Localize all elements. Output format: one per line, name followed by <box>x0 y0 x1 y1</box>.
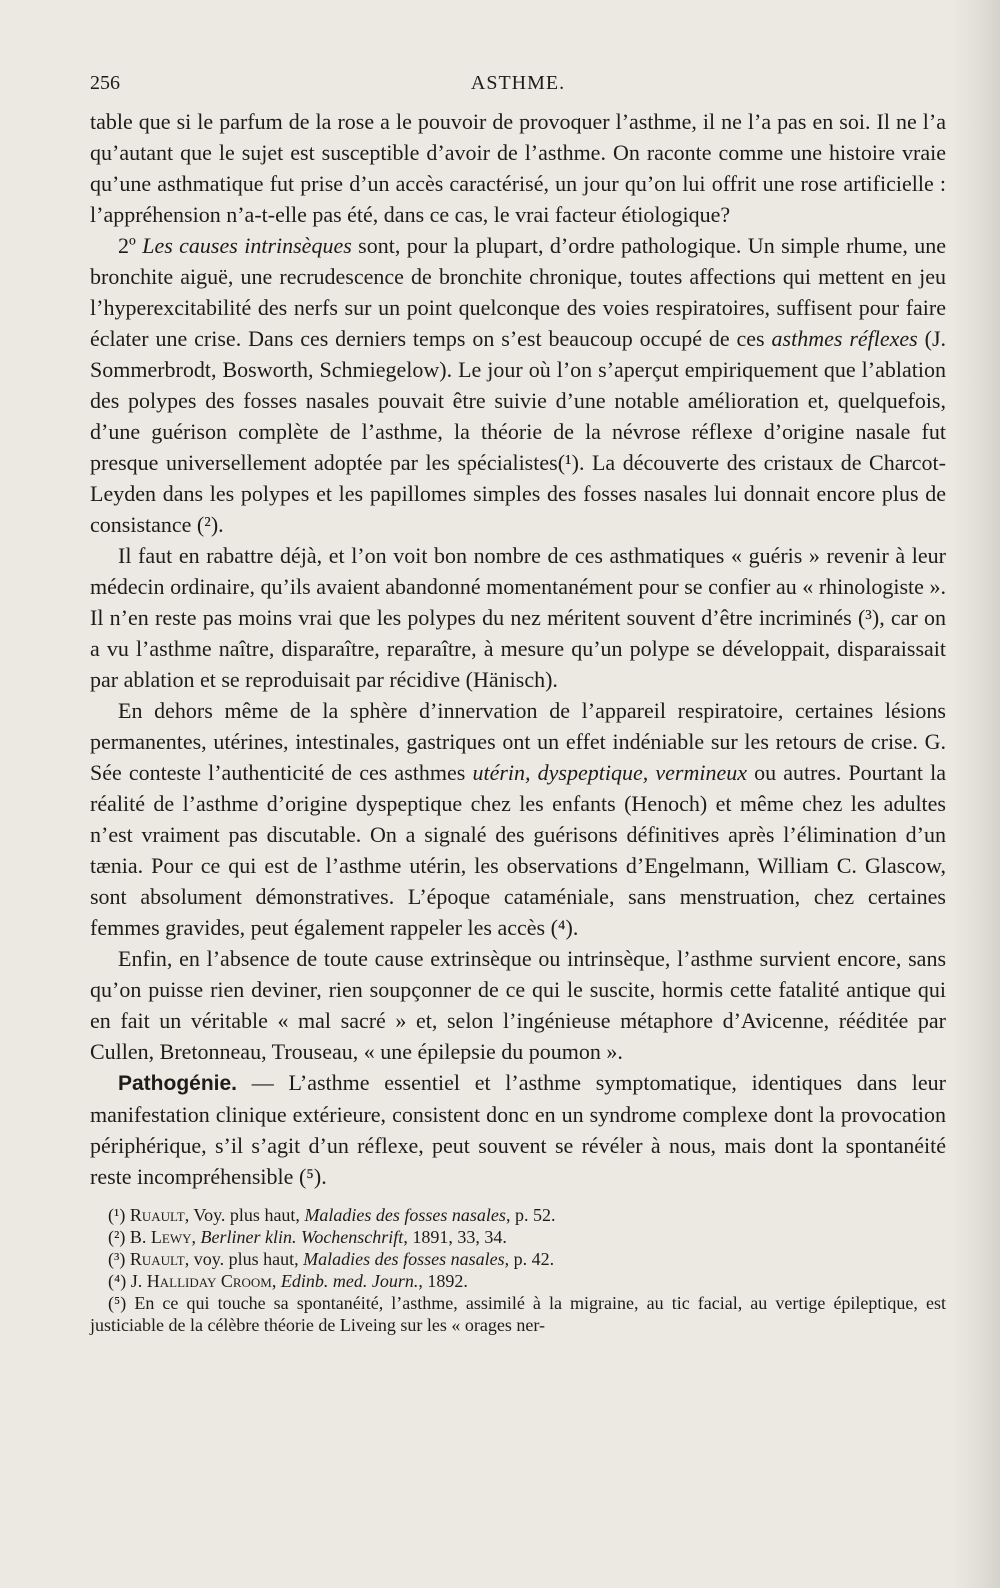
italic-term: Les causes intrinsèques <box>142 233 352 258</box>
paragraph-text: — L’asthme essentiel et l’asthme symptomatique, identiques dans leur manifestation clinique extérieure, consistent donc en un syndrome complexe dont la provocation périphérique, s’il s’agit d’un réflexe, peut souvent se révéler à nous, mais dont la spontanéité reste incompréhensible <box>90 1070 946 1189</box>
footnote-text: , voy. plus haut, <box>184 1249 304 1269</box>
paragraph-text: Enfin, en l’absence de toute cause extrinsèque ou intrinsèque, l’asthme survient encore, sans qu’on puisse rien deviner, rien soupçonner de ce qui le suscite, hormis cette fatalité antique qui en fait un véritable « mal sacré » et, selon l’ingénieuse métaphore d’Avicenne, rééditée par Cullen, Bretonneau, Trouseau, « une épilepsie du poumon ». <box>90 946 946 1064</box>
paragraph-spontaneous <box>90 943 946 1067</box>
paragraph-pathogenie <box>90 1067 946 1192</box>
page-number: 256 <box>90 72 120 94</box>
page-header <box>90 68 946 98</box>
paragraph-intrinsic-causes <box>90 230 946 540</box>
footnote-text: , p. 52. <box>505 1205 556 1225</box>
paragraph-text: . <box>218 512 224 537</box>
footnote-author: Ruault <box>129 1249 185 1269</box>
footnote-1 <box>90 1204 946 1226</box>
paragraph-text: . <box>321 1164 327 1189</box>
book-page <box>90 68 946 1336</box>
footnote-title: Berliner klin. Wochenschrift <box>200 1227 404 1247</box>
footnote-ref-4: (⁴) <box>550 915 573 940</box>
footnote-text: , p. 42. <box>504 1249 555 1269</box>
footnote-mark: (³) <box>108 1249 126 1269</box>
paragraph-text: table que si le parfum de la rose a le pouvoir de provoquer l’asthme, il ne l’a pas en soi. Il ne l’a qu’autant que le sujet est susceptible d’avoir de l’asthme. On raconte comme une histoire vraie qu’une asthmatique fut prise d’un accès caractérisé, un jour qu’on lui offrit une rose artificielle : l’appréhension n’a-t-elle pas été, dans ce cas, le vrai facteur étiologique? <box>90 109 946 227</box>
footnote-ref-5: (⁵) <box>298 1164 322 1189</box>
paragraph-text: Il faut en rabattre déjà, et l’on voit bon nombre de ces asthmatiques « guéris » revenir à leur médecin ordinaire, qu’ils avaient abandonné momentanément pour se confier au « rhinologiste ». Il n’en reste pas moins vrai que les polypes du nez méritent souvent d’être incriminés <box>90 543 946 630</box>
paragraph-polyps <box>90 540 946 695</box>
footnote-text: , 1892. <box>418 1271 468 1291</box>
footnote-text: , <box>271 1271 281 1291</box>
footnote-ref-3: (³) <box>857 605 880 630</box>
footnote-2 <box>90 1226 946 1248</box>
paragraph-text: , car on a vu l’asthme naître, disparaître, reparaître, à mesure qu’un polype se développait, disparaissait par ablation et se reproduisait par récidive (Hänisch). <box>90 605 947 692</box>
paragraph-text: sont, pour la plupart, d’ordre pathologique. Un simple rhume, une bronchite aiguë, une recrudescence de bronchite chronique, toutes affections qui mettent en jeu l’hyperexcitabilité des nerfs sur un point quelconque des voies respiratoires, suffisent pour faire éclater une crise. Dans ces derniers temps on s’est beaucoup occupé de ces <box>90 233 946 351</box>
footnotes <box>90 1204 946 1336</box>
italic-term: asthmes réflexes <box>771 326 918 351</box>
footnote-mark: (⁴) <box>108 1271 127 1291</box>
footnote-mark: (⁵) <box>108 1293 127 1313</box>
paragraph-text: ou autres. Pourtant la réalité de l’asthme d’origine dyspeptique chez les enfants (Henoch) et même chez les adultes n’est vraiment pas discutable. On a signalé des guérisons définitives après l’élimination d’un tænia. Pour ce qui est de l’asthme utérin, les observations d’Engelmann, William C. Glascow, sont absolument démonstratives. L’époque cataméniale, sans menstruation, chez certaines femmes gravides, peut également rappeler les accès <box>90 760 946 940</box>
footnote-title: Maladies des fosses nasales <box>304 1205 506 1225</box>
footnote-title: Maladies des fosses nasales <box>303 1249 505 1269</box>
footnote-mark: (²) <box>108 1227 126 1247</box>
section-heading: Pathogénie. <box>118 1072 238 1095</box>
footnote-ref-2: (²) <box>196 512 219 537</box>
footnote-text: , Voy. plus haut, <box>184 1205 305 1225</box>
paragraph-rose <box>90 106 946 230</box>
paragraph-text: . <box>572 915 579 940</box>
paragraph-text: (J. Sommerbrodt, Bosworth, Schmiegelow). Le jour où l’on s’aperçut empiriquement que l’ablation des polypes des fosses nasales pouvait être suivie d’une notable amélioration et, quelquefois, d’une guérison complète de l’asthme, la théorie de la névrose réflexe d’origine nasale fut presque universellement adoptée par les spécialistes <box>90 326 947 475</box>
footnote-ref-1: (¹) <box>557 450 579 475</box>
footnote-3 <box>90 1248 946 1270</box>
footnote-text: , <box>191 1227 201 1247</box>
paragraph-text: . La découverte des cristaux de Charcot-Leyden dans les polypes et les papillomes simples des fosses nasales lui donnait encore plus de consistance <box>90 450 946 537</box>
scan-edge-shadow <box>952 0 1000 1588</box>
footnote-author: J. Halliday Croom <box>130 1271 272 1291</box>
section-number: 2º <box>118 233 136 258</box>
italic-term: utérin, dyspeptique, vermineux <box>472 760 747 785</box>
footnote-text: , 1891, 33, 34. <box>403 1227 507 1247</box>
footnote-mark: (¹) <box>108 1205 126 1225</box>
running-title: ASTHME. <box>470 72 566 94</box>
footnote-4 <box>90 1270 946 1292</box>
footnote-author: Ruault <box>129 1205 185 1225</box>
footnote-5 <box>90 1292 946 1336</box>
footnote-author: B. Lewy <box>129 1227 192 1247</box>
footnote-text: En ce qui touche sa spontanéité, l’asthme, assimilé à la migraine, au tic facial, au vertige épileptique, est justiciable de la célèbre théorie de Liveing sur les « orages ner- <box>90 1293 946 1335</box>
footnote-title: Edinb. med. Journ. <box>280 1271 419 1291</box>
paragraph-text: En dehors même de la sphère d’innervation de l’appareil respiratoire, certaines lésions permanentes, utérines, intestinales, gastriques ont un effet indéniable sur les retours de crise. G. Sée conteste l’authenticité de ces asthmes <box>90 698 946 785</box>
main-text <box>90 106 946 1192</box>
paragraph-other-lesions <box>90 695 946 943</box>
